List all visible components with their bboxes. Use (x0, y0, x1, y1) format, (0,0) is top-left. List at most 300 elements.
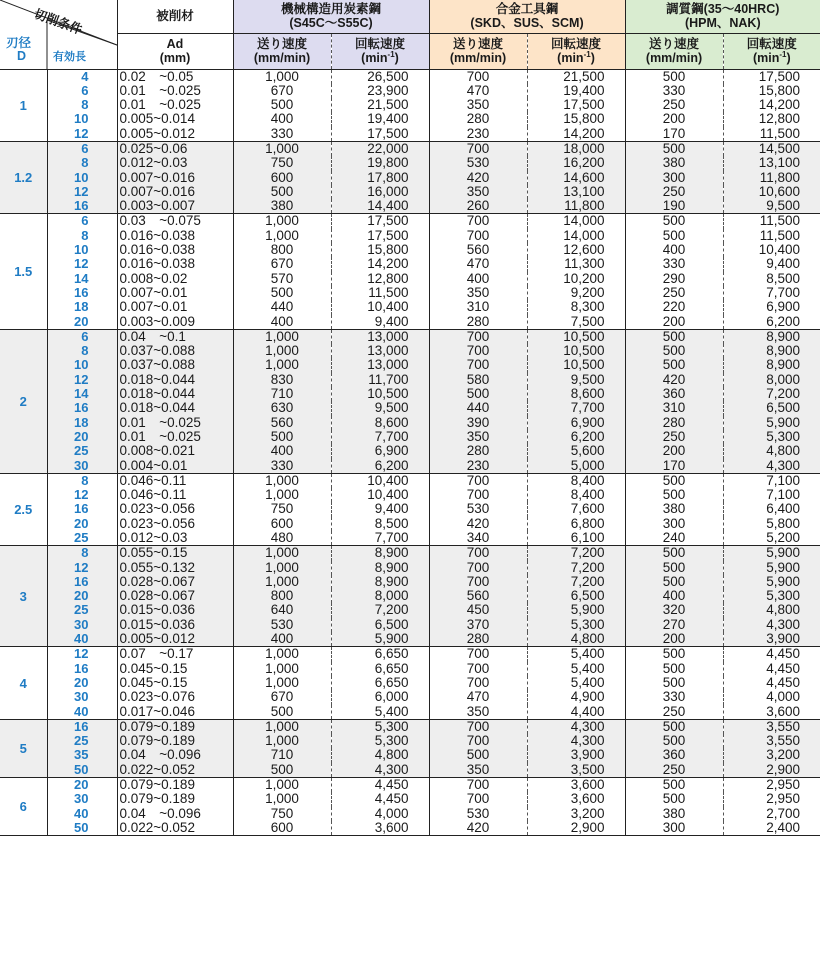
corner-header-cell (0, 0, 117, 69)
rpm-cell: 4,300 (723, 459, 820, 474)
effective-length-cell: 6 (47, 141, 117, 156)
rpm-cell: 4,300 (527, 719, 625, 734)
effective-length-label: 有効長 (53, 51, 86, 63)
feed-rate-cell: 280 (429, 444, 527, 458)
feed-rate-cell: 400 (233, 315, 331, 330)
effective-length-cell: 16 (47, 401, 117, 415)
feed-rate-cell: 500 (233, 98, 331, 112)
feed-rate-cell: 700 (429, 662, 527, 676)
material-carbon-steel-header (233, 0, 429, 33)
effective-length-cell: 18 (47, 416, 117, 430)
feed-header (429, 33, 527, 69)
effective-length-cell: 16 (47, 662, 117, 676)
table-row (0, 763, 820, 778)
rpm-cell: 4,000 (723, 690, 820, 704)
table-row (0, 98, 820, 112)
rpm-cell: 5,900 (527, 603, 625, 617)
feed-rate-cell: 500 (233, 763, 331, 778)
rpm-cell: 26,500 (331, 69, 429, 84)
table-row (0, 734, 820, 748)
feed-rate-cell: 190 (625, 199, 723, 214)
feed-rate-cell: 470 (429, 84, 527, 98)
rpm-cell: 6,200 (723, 315, 820, 330)
feed-rate-cell: 500 (625, 647, 723, 662)
feed-unit: (mm/min) (253, 51, 311, 65)
rpm-cell: 6,900 (723, 300, 820, 314)
ad-cell: 0.079~0.189 (117, 792, 233, 806)
rpm-cell: 3,900 (723, 632, 820, 647)
feed-rate-cell: 600 (233, 821, 331, 836)
feed-rate-cell: 290 (625, 272, 723, 286)
rpm-cell: 8,600 (527, 387, 625, 401)
rpm-cell: 6,800 (527, 517, 625, 531)
effective-length-cell: 6 (47, 84, 117, 98)
feed-rate-cell: 700 (429, 778, 527, 793)
feed-rate-cell: 330 (233, 459, 331, 474)
ad-cell: 0.008~0.021 (117, 444, 233, 458)
rpm-cell: 5,400 (527, 662, 625, 676)
table-row (0, 214, 820, 229)
rpm-cell: 4,300 (331, 763, 429, 778)
rpm-cell: 14,000 (527, 229, 625, 243)
rpm-cell: 11,700 (331, 373, 429, 387)
rpm-cell: 10,500 (527, 344, 625, 358)
effective-length-cell: 12 (47, 647, 117, 662)
ad-cell: 0.025~0.06 (117, 141, 233, 156)
ad-cell: 0.003~0.007 (117, 199, 233, 214)
rpm-cell: 14,500 (723, 141, 820, 156)
material-name: 合金工具鋼 (495, 2, 559, 17)
feed-rate-cell: 700 (429, 344, 527, 358)
feed-rate-cell: 1,000 (233, 647, 331, 662)
effective-length-cell: 14 (47, 272, 117, 286)
feed-rate-cell: 500 (233, 185, 331, 199)
rpm-cell: 7,500 (527, 315, 625, 330)
diameter-cell: 1 (0, 69, 47, 141)
feed-rate-cell: 670 (233, 690, 331, 704)
rpm-cell: 6,650 (331, 676, 429, 690)
feed-rate-cell: 500 (625, 778, 723, 793)
table-row (0, 243, 820, 257)
feed-rate-cell: 530 (429, 156, 527, 170)
rpm-cell: 6,900 (527, 416, 625, 430)
feed-rate-cell: 270 (625, 618, 723, 632)
feed-rate-cell: 170 (625, 127, 723, 142)
rpm-cell: 5,300 (331, 719, 429, 734)
feed-rate-cell: 330 (233, 127, 331, 142)
feed-rate-cell: 500 (625, 719, 723, 734)
feed-rate-cell: 300 (625, 517, 723, 531)
rpm-cell: 4,450 (723, 662, 820, 676)
rpm-cell: 15,800 (527, 112, 625, 126)
feed-rate-cell: 390 (429, 416, 527, 430)
feed-unit: (mm/min) (645, 51, 703, 65)
rpm-cell: 4,450 (723, 676, 820, 690)
feed-rate-cell: 1,000 (233, 792, 331, 806)
feed-rate-cell: 380 (625, 502, 723, 516)
table-row (0, 561, 820, 575)
table-row (0, 778, 820, 793)
feed-rate-cell: 420 (429, 171, 527, 185)
feed-rate-cell: 200 (625, 315, 723, 330)
rpm-cell: 11,500 (723, 127, 820, 142)
feed-rate-cell: 320 (625, 603, 723, 617)
rpm-cell: 9,200 (527, 286, 625, 300)
feed-rate-cell: 500 (233, 705, 331, 720)
ad-cell: 0.023~0.076 (117, 690, 233, 704)
feed-rate-cell: 250 (625, 763, 723, 778)
ad-cell: 0.007~0.016 (117, 171, 233, 185)
ad-cell: 0.017~0.046 (117, 705, 233, 720)
rpm-cell: 4,300 (723, 618, 820, 632)
rpm-cell: 5,900 (331, 632, 429, 647)
rpm-cell: 9,400 (331, 502, 429, 516)
ad-cell: 0.046~0.11 (117, 488, 233, 502)
rpm-cell: 3,550 (723, 734, 820, 748)
rpm-cell: 5,300 (723, 589, 820, 603)
rpm-cell: 8,000 (723, 373, 820, 387)
rpm-cell: 6,200 (527, 430, 625, 444)
rpm-cell: 8,000 (331, 589, 429, 603)
rpm-cell: 4,450 (331, 778, 429, 793)
table-row (0, 430, 820, 444)
rpm-cell: 2,950 (723, 792, 820, 806)
feed-rate-cell: 710 (233, 387, 331, 401)
feed-rate-cell: 1,000 (233, 662, 331, 676)
feed-rate-cell: 500 (625, 488, 723, 502)
feed-rate-cell: 640 (233, 603, 331, 617)
table-row (0, 84, 820, 98)
feed-rate-cell: 200 (625, 444, 723, 458)
feed-rate-cell: 750 (233, 156, 331, 170)
rpm-cell: 4,800 (527, 632, 625, 647)
rpm-header (527, 33, 625, 69)
feed-rate-cell: 400 (429, 272, 527, 286)
feed-rate-cell: 400 (233, 444, 331, 458)
feed-rate-cell: 1,000 (233, 561, 331, 575)
feed-rate-cell: 400 (233, 112, 331, 126)
rpm-cell: 3,600 (527, 792, 625, 806)
effective-length-cell: 20 (47, 676, 117, 690)
rpm-cell: 6,000 (331, 690, 429, 704)
ad-cell: 0.007~0.016 (117, 185, 233, 199)
rpm-cell: 10,500 (331, 387, 429, 401)
feed-label: 送り速度 (256, 37, 307, 51)
table-row (0, 719, 820, 734)
feed-rate-cell: 500 (625, 329, 723, 344)
ad-cell: 0.018~0.044 (117, 387, 233, 401)
table-row (0, 473, 820, 488)
ad-cell: 0.01 ~0.025 (117, 430, 233, 444)
rpm-cell: 11,300 (527, 257, 625, 271)
rpm-cell: 13,000 (331, 329, 429, 344)
feed-rate-cell: 530 (429, 502, 527, 516)
feed-rate-cell: 830 (233, 373, 331, 387)
feed-rate-cell: 280 (429, 315, 527, 330)
rpm-cell: 2,950 (723, 778, 820, 793)
feed-rate-cell: 1,000 (233, 778, 331, 793)
rpm-cell: 6,500 (331, 618, 429, 632)
table-row (0, 185, 820, 199)
feed-rate-cell: 400 (625, 243, 723, 257)
material-header: 被削材 (117, 0, 233, 33)
ad-cell: 0.055~0.15 (117, 546, 233, 561)
effective-length-cell: 25 (47, 603, 117, 617)
table-row (0, 141, 820, 156)
rpm-cell: 13,000 (331, 344, 429, 358)
rpm-header (331, 33, 429, 69)
rpm-cell: 7,700 (723, 286, 820, 300)
rpm-cell: 8,400 (527, 488, 625, 502)
ad-cell: 0.022~0.052 (117, 821, 233, 836)
effective-length-cell: 12 (47, 127, 117, 142)
ad-cell: 0.01 ~0.025 (117, 416, 233, 430)
rpm-cell: 17,800 (331, 171, 429, 185)
feed-rate-cell: 700 (429, 647, 527, 662)
feed-rate-cell: 500 (625, 229, 723, 243)
effective-length-cell: 50 (47, 821, 117, 836)
table-row (0, 632, 820, 647)
feed-rate-cell: 420 (429, 821, 527, 836)
rpm-cell: 5,300 (527, 618, 625, 632)
rpm-cell: 7,700 (331, 531, 429, 546)
effective-length-cell: 18 (47, 300, 117, 314)
ad-cell: 0.008~0.02 (117, 272, 233, 286)
ad-cell: 0.016~0.038 (117, 243, 233, 257)
table-row (0, 112, 820, 126)
material-name: 機械構造用炭素鋼 (281, 2, 382, 17)
feed-rate-cell: 500 (625, 358, 723, 372)
feed-rate-cell: 630 (233, 401, 331, 415)
rpm-cell: 5,400 (527, 647, 625, 662)
rpm-cell: 8,900 (723, 344, 820, 358)
table-row (0, 373, 820, 387)
ad-cell: 0.01 ~0.025 (117, 98, 233, 112)
effective-length-cell: 16 (47, 719, 117, 734)
effective-length-cell: 6 (47, 329, 117, 344)
table-row (0, 676, 820, 690)
feed-rate-cell: 440 (429, 401, 527, 415)
table-row (0, 662, 820, 676)
rpm-cell: 8,400 (527, 473, 625, 488)
rpm-cell: 4,400 (527, 705, 625, 720)
ad-cell: 0.015~0.036 (117, 618, 233, 632)
feed-rate-cell: 700 (429, 229, 527, 243)
feed-rate-cell: 420 (429, 517, 527, 531)
ad-cell: 0.03 ~0.075 (117, 214, 233, 229)
rpm-cell: 4,800 (723, 444, 820, 458)
ad-cell: 0.005~0.012 (117, 632, 233, 647)
effective-length-cell: 8 (47, 229, 117, 243)
ad-cell: 0.079~0.189 (117, 734, 233, 748)
feed-rate-cell: 560 (429, 243, 527, 257)
feed-rate-cell: 370 (429, 618, 527, 632)
effective-length-cell: 30 (47, 618, 117, 632)
material-grades: (SKD、SUS、SCM) (470, 16, 584, 31)
ad-cell: 0.012~0.03 (117, 156, 233, 170)
effective-length-cell: 40 (47, 632, 117, 647)
rpm-cell: 3,600 (527, 778, 625, 793)
feed-rate-cell: 1,000 (233, 329, 331, 344)
feed-rate-cell: 500 (429, 387, 527, 401)
feed-rate-cell: 700 (429, 719, 527, 734)
feed-rate-cell: 500 (625, 734, 723, 748)
ad-cell: 0.04 ~0.1 (117, 329, 233, 344)
feed-rate-cell: 500 (233, 286, 331, 300)
feed-rate-cell: 440 (233, 300, 331, 314)
rpm-cell: 5,600 (527, 444, 625, 458)
cutting-conditions-label: 切削条件 (32, 6, 84, 38)
table-row (0, 807, 820, 821)
effective-length-cell: 16 (47, 575, 117, 589)
table-row (0, 358, 820, 372)
rpm-cell: 13,100 (723, 156, 820, 170)
rpm-cell: 7,600 (527, 502, 625, 516)
rpm-cell: 4,300 (527, 734, 625, 748)
effective-length-cell: 40 (47, 807, 117, 821)
feed-rate-cell: 1,000 (233, 734, 331, 748)
ad-cell: 0.022~0.052 (117, 763, 233, 778)
table-row (0, 647, 820, 662)
rpm-cell: 4,800 (723, 603, 820, 617)
effective-length-cell: 50 (47, 763, 117, 778)
effective-length-cell: 20 (47, 778, 117, 793)
feed-rate-cell: 450 (429, 603, 527, 617)
feed-rate-cell: 260 (429, 199, 527, 214)
rpm-cell: 7,100 (723, 488, 820, 502)
rpm-cell: 8,900 (723, 329, 820, 344)
feed-rate-cell: 700 (429, 676, 527, 690)
diameter-cell: 2.5 (0, 473, 47, 545)
table-row (0, 344, 820, 358)
rpm-cell: 16,000 (331, 185, 429, 199)
feed-label: 送り速度 (649, 37, 700, 51)
feed-rate-cell: 530 (429, 807, 527, 821)
rpm-cell: 6,500 (527, 589, 625, 603)
rpm-cell: 12,800 (331, 272, 429, 286)
ad-cell: 0.07 ~0.17 (117, 647, 233, 662)
rpm-cell: 6,650 (331, 647, 429, 662)
rpm-cell: 3,600 (331, 821, 429, 836)
table-row (0, 748, 820, 762)
rpm-cell: 6,400 (723, 502, 820, 516)
table-row (0, 546, 820, 561)
rpm-label: 回転速度 (355, 37, 406, 51)
feed-rate-cell: 700 (429, 69, 527, 84)
feed-rate-cell: 700 (429, 473, 527, 488)
rpm-cell: 14,200 (527, 127, 625, 142)
ad-cell: 0.055~0.132 (117, 561, 233, 575)
rpm-cell: 22,000 (331, 141, 429, 156)
rpm-cell: 17,500 (331, 214, 429, 229)
feed-rate-cell: 500 (625, 676, 723, 690)
rpm-cell: 4,450 (723, 647, 820, 662)
diameter-label: 刃径 (6, 36, 32, 50)
feed-rate-cell: 580 (429, 373, 527, 387)
ad-cell: 0.028~0.067 (117, 575, 233, 589)
effective-length-cell: 20 (47, 430, 117, 444)
rpm-cell: 16,200 (527, 156, 625, 170)
effective-length-cell: 16 (47, 502, 117, 516)
feed-rate-cell: 1,000 (233, 546, 331, 561)
feed-unit: (mm/min) (449, 51, 507, 65)
diameter-cell: 3 (0, 546, 47, 647)
rpm-cell: 6,500 (723, 401, 820, 415)
ad-cell: 0.016~0.038 (117, 257, 233, 271)
feed-rate-cell: 330 (625, 257, 723, 271)
ad-cell: 0.02 ~0.05 (117, 69, 233, 84)
rpm-cell: 8,500 (331, 517, 429, 531)
rpm-cell: 6,100 (527, 531, 625, 546)
rpm-cell: 12,800 (723, 112, 820, 126)
feed-rate-cell: 700 (429, 214, 527, 229)
effective-length-cell: 12 (47, 185, 117, 199)
table-row (0, 199, 820, 214)
feed-rate-cell: 600 (233, 171, 331, 185)
rpm-cell: 5,900 (723, 561, 820, 575)
rpm-cell: 14,600 (527, 171, 625, 185)
rpm-cell: 11,800 (527, 199, 625, 214)
ad-cell: 0.023~0.056 (117, 517, 233, 531)
ad-unit: (mm) (159, 51, 191, 65)
feed-rate-cell: 480 (233, 531, 331, 546)
rpm-header (723, 33, 820, 69)
effective-length-cell: 30 (47, 792, 117, 806)
rpm-cell: 7,200 (723, 387, 820, 401)
ad-cell: 0.015~0.036 (117, 603, 233, 617)
rpm-cell: 17,500 (527, 98, 625, 112)
effective-length-cell: 35 (47, 748, 117, 762)
table-row (0, 603, 820, 617)
rpm-cell: 5,900 (723, 546, 820, 561)
ad-cell: 0.04 ~0.096 (117, 807, 233, 821)
feed-rate-cell: 250 (625, 185, 723, 199)
effective-length-cell: 25 (47, 531, 117, 546)
feed-rate-cell: 500 (625, 575, 723, 589)
ad-cell: 0.028~0.067 (117, 589, 233, 603)
ad-cell: 0.005~0.012 (117, 127, 233, 142)
table-row (0, 329, 820, 344)
table-row (0, 459, 820, 474)
table-row (0, 502, 820, 516)
feed-rate-cell: 200 (625, 632, 723, 647)
feed-rate-cell: 230 (429, 127, 527, 142)
diameter-symbol: D (17, 49, 27, 63)
effective-length-cell: 10 (47, 112, 117, 126)
feed-rate-cell: 360 (625, 748, 723, 762)
feed-rate-cell: 500 (625, 473, 723, 488)
feed-rate-cell: 700 (429, 141, 527, 156)
effective-length-cell: 20 (47, 315, 117, 330)
feed-rate-cell: 250 (625, 286, 723, 300)
feed-rate-cell: 420 (625, 373, 723, 387)
rpm-cell: 4,450 (331, 792, 429, 806)
rpm-cell: 3,900 (527, 748, 625, 762)
rpm-cell: 7,200 (527, 561, 625, 575)
feed-rate-cell: 700 (429, 546, 527, 561)
ad-cell: 0.018~0.044 (117, 373, 233, 387)
rpm-cell: 2,700 (723, 807, 820, 821)
table-row (0, 272, 820, 286)
table-row (0, 286, 820, 300)
effective-length-cell: 12 (47, 561, 117, 575)
rpm-cell: 11,500 (723, 229, 820, 243)
feed-rate-cell: 280 (429, 112, 527, 126)
diameter-cell: 1.2 (0, 141, 47, 213)
feed-rate-cell: 300 (625, 171, 723, 185)
rpm-cell: 6,900 (331, 444, 429, 458)
table-row (0, 257, 820, 271)
